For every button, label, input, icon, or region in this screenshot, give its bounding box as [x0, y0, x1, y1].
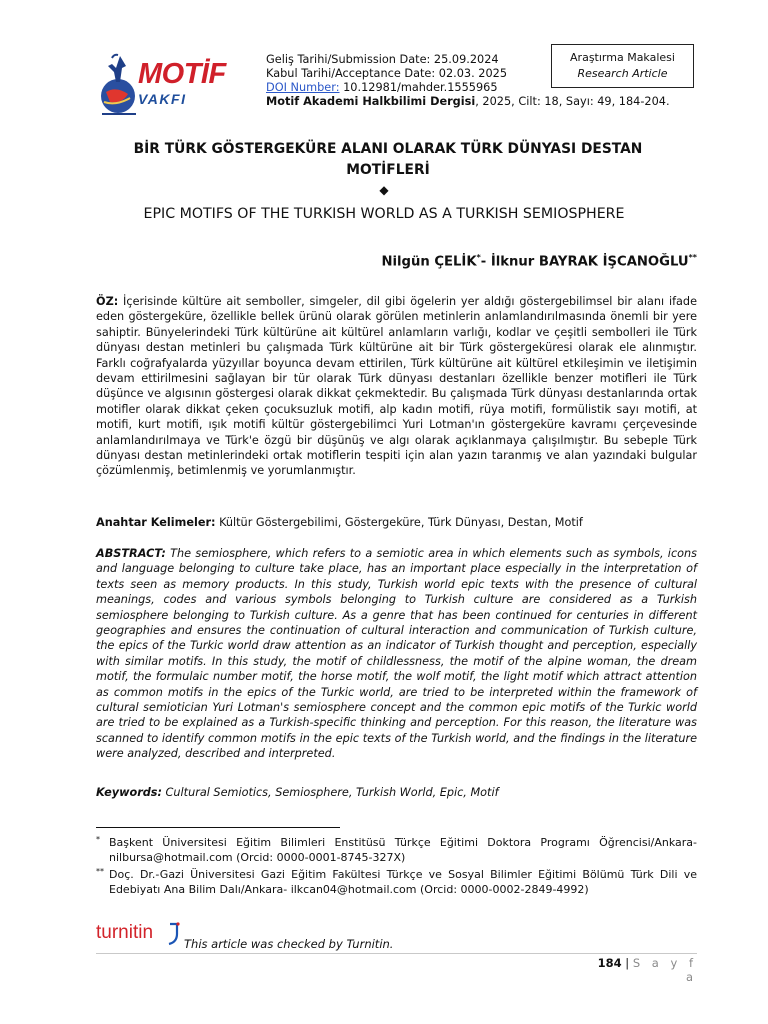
- article-type-tr: Araştırma Makalesi: [570, 51, 675, 64]
- author-2: İlknur BAYRAK İŞCANOĞLU: [490, 254, 689, 270]
- page-number-value: 184: [597, 956, 622, 970]
- page-number: [580, 956, 697, 984]
- keywords-english-label: Keywords:: [96, 786, 162, 799]
- author-1: Nilgün ÇELİK: [381, 254, 477, 270]
- turnitin-note: This article was checked by Turnitin.: [184, 937, 394, 951]
- author-2-mark: **: [688, 253, 697, 262]
- abstract-turkish: [96, 294, 697, 479]
- abstract-english: [96, 546, 697, 762]
- page-number-separator: |: [621, 956, 633, 970]
- turnitin-logo: [96, 918, 186, 950]
- footnote-2-mark: **: [96, 867, 104, 876]
- journal-citation: [266, 95, 686, 109]
- abstract-english-text: The semiosphere, which refers to a semiotic area in which elements such as symbols, icons and language belonging to culture take place, has an important place especially in the interpretation of texts seen as memory products. In this study, Turkish world epic texts with the presence of cultural meanings, codes and various symbols belonging to Turkish culture are considered as a Turkish semiosphere belonging to Turkish culture. As a genre that has been continued for centuries in different geographies and ensures the continuation of cultural interaction and communication of Turkish culture, the epics of the Turkic world draw attention as an indicator of Turkish thought and perception, especially with similar motifs. In this study, the motif of childlessness, the motif of the alpine woman, the dream motif, the formulaic number motif, the horse motif, the wolf motif, the light motif which attract attention as common motifs in the epics of the Turkic world, are tried to be interpreted within the framework of cultural semiotician Yuri Lotman's semiosphere concept and the common epic motifs of the Turkic world are tried to be explained as a Turkish-specific thinking and perception. For this reason, the literature was scanned to identify common motifs in the epic texts of the Turkish world, and the findings in the literature were analyzed, described and interpreted.: [96, 547, 697, 761]
- keywords-turkish: [96, 515, 697, 530]
- keywords-turkish-label: Anahtar Kelimeler:: [96, 516, 216, 529]
- author-1-mark: *: [476, 253, 481, 262]
- authors-line: [260, 253, 697, 269]
- abstract-english-label: ABSTRACT:: [96, 547, 166, 560]
- article-type-en: Research Article: [577, 67, 668, 80]
- turnitin-mark-icon: [166, 920, 182, 948]
- author-separator: -: [480, 254, 491, 270]
- globe-figure-icon: [98, 52, 142, 122]
- title-english: EPIC MOTIFS OF THE TURKISH WORLD AS A TURKISH SEMIOSPHERE: [143, 206, 625, 222]
- doi-link[interactable]: DOI Number:: [266, 81, 340, 94]
- abstract-turkish-text: İçerisinde kültüre ait semboller, simgeler, dil gibi ögelerin yer aldığı göstergebilimsel bir alanı ifade eden göstergeküre, özellikle bellek ürünü olarak görülen metinlerin anlamlandırılmasında önemli bir yere sahiptir. Bünyelerindeki Türk kültürüne ait kültürel anlamların varlığı, kodlar ve çeşitli sembolleri ile Türk dünyası destan metinleri bu çalışmada Türk kültürüne ait bir Türk göstergeküresi olarak ele alınmıştır. Farklı coğrafyalarda yüzyıllar boyunca devam ettirilen, Türk kültürüne ait kültürel etkileşimin ve iletişimin devam ettirilmesini sağlayan bir tür olarak Türk dünyası destanları özellikle benzer motifleri ile Türk düşünce ve algısının göstergesi olarak dikkat çekmektedir. Bu çalışmada Türk dünyası destanlarında ortak motifler olarak dikkat çeken çocuksuzluk motifi, alp kadın motifi, rüya motifi, formülistik sayı motifi, at motifi, kurt motifi, ışık motifi kültür göstergebilimci Yuri Lotman'ın göstergeküre kavramı çerçevesinde anlamlandırılmaya ve Türk'e özgü bir düşünüş ve algı olarak açıklanmaya çalışılmıştır. Bu sebeple Türk dünyası destan metinlerindeki ortak motiflerin tespiti için alan yazın taranmış ve alan yazındaki bulgular çözümlenmiş, betimlenmiş ve yorumlanmıştır.: [96, 295, 697, 478]
- submission-date: Geliş Tarihi/Submission Date: 25.09.2024: [266, 53, 499, 66]
- page-footer-divider: [96, 953, 697, 954]
- logo-subtitle: VAKFI: [138, 91, 187, 107]
- article-type-box: [551, 44, 694, 88]
- doi-value: 10.12981/mahder.1555965: [339, 81, 498, 94]
- footnote-1-mark: *: [96, 835, 100, 844]
- footnote-1: [96, 836, 697, 865]
- footnote-divider: [96, 827, 340, 828]
- keywords-english: [96, 785, 697, 800]
- logo-wordmark: MOTİF: [138, 58, 226, 90]
- journal-volume: , 2025, Cilt: 18, Sayı: 49, 184-204.: [475, 95, 670, 108]
- abstract-turkish-label: ÖZ:: [96, 295, 119, 308]
- keywords-english-text: Cultural Semiotics, Semiosphere, Turkish World, Epic, Motif: [161, 786, 499, 799]
- motif-vakfi-logo: [98, 52, 248, 122]
- footnote-1-text: Başkent Üniversitesi Eğitim Bilimleri Enstitüsü Türkçe Eğitimi Doktora Programı Öğrencisi/Ankara- nilbursa@hotmail.com (Orcid: 0000-0001-8745-327X): [109, 836, 697, 864]
- title-turkish: BİR TÜRK GÖSTERGEKÜRE ALANI OLARAK TÜRK DÜNYASI DESTAN MOTİFLERİ: [133, 141, 643, 178]
- footnote-2-text: Doç. Dr.-Gazi Üniversitesi Gazi Eğitim Fakültesi Türkçe ve Sosyal Bilimler Eğitimi Bölümü Türk Dili ve Edebiyatı Ana Bilim Dalı/Ankara- ilkcan04@hotmail.com (Orcid: 0000-0002-2849-4992): [109, 868, 697, 896]
- turnitin-wordmark: turnitin: [96, 922, 154, 943]
- page-label: S a y f a: [632, 956, 697, 984]
- journal-name: Motif Akademi Halkbilimi Dergisi: [266, 95, 476, 108]
- acceptance-date: Kabul Tarihi/Acceptance Date: 02.03. 2025: [266, 67, 508, 80]
- keywords-turkish-text: Kültür Göstergebilimi, Göstergeküre, Türk Dünyası, Destan, Motif: [215, 516, 583, 529]
- diamond-separator-icon: ◆: [379, 183, 389, 197]
- footnote-2: [96, 868, 697, 897]
